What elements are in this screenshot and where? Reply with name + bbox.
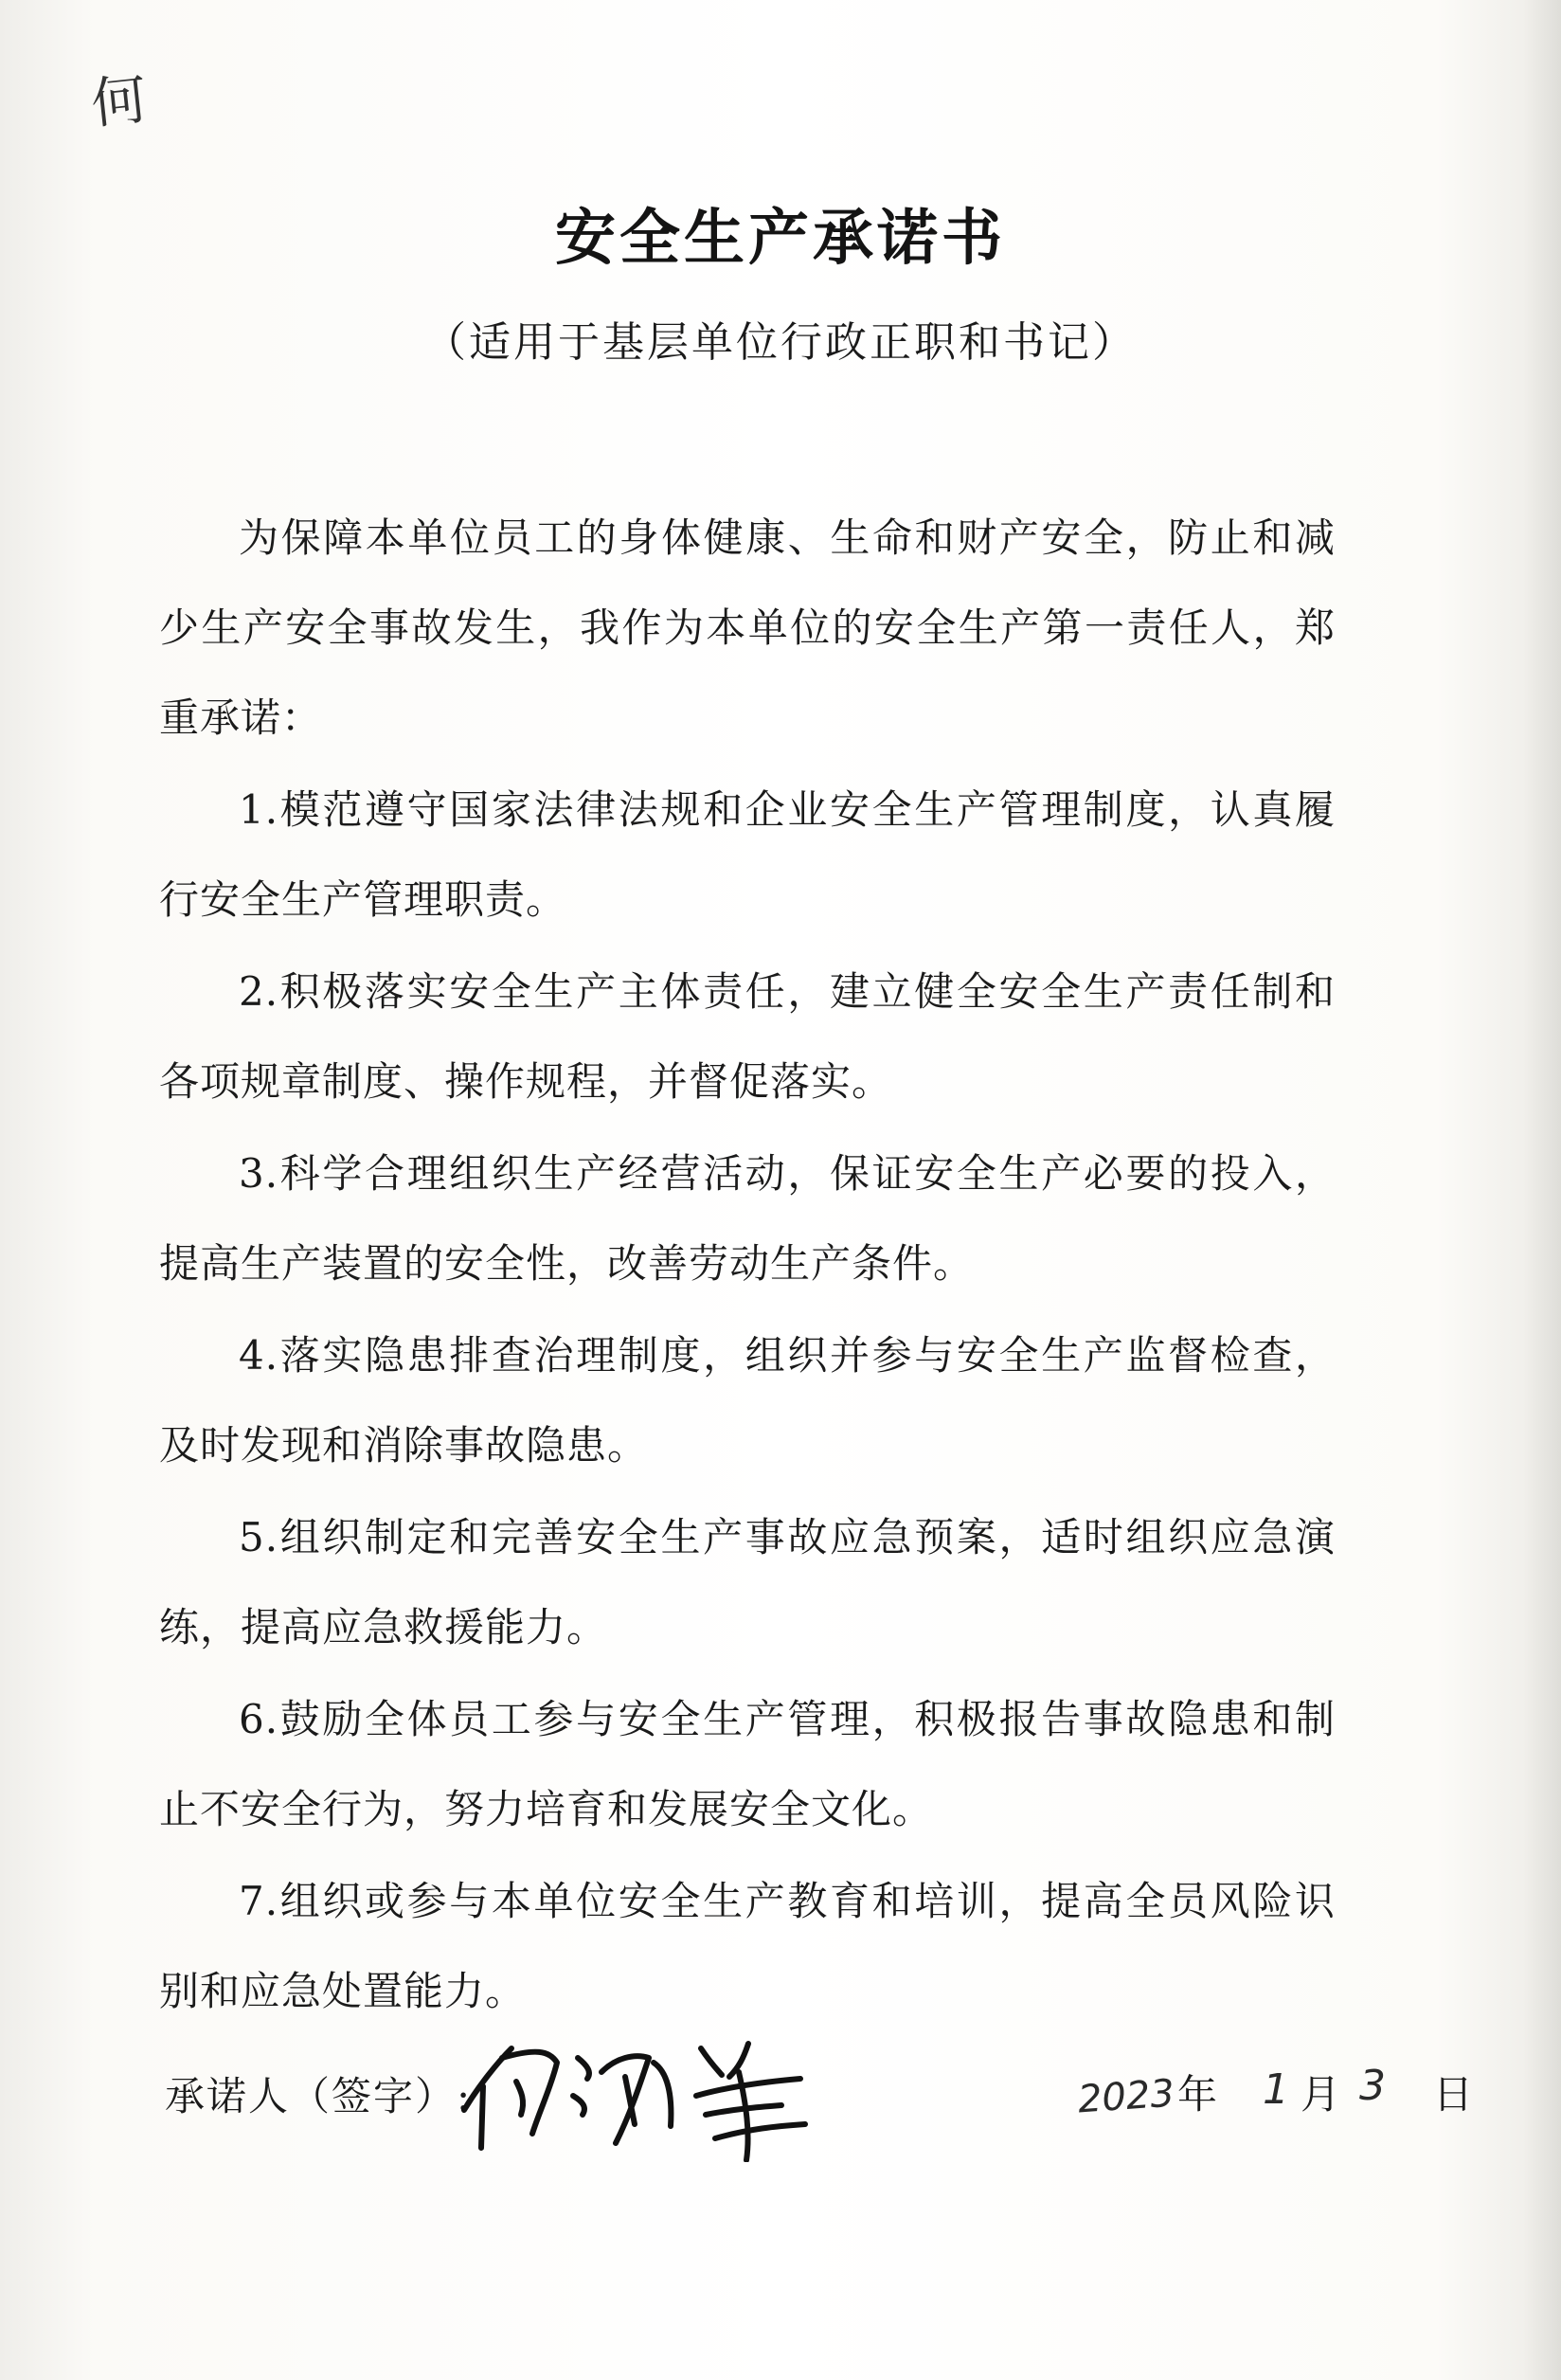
document-subtitle: （适用于基层单位行政正职和书记） [424, 318, 1137, 367]
commitment-item-1: 1.模范遵守国家法律法规和企业安全生产管理制度，认真履行安全生产管理职责。 [159, 786, 1336, 923]
handwritten-corner-mark: 何 [88, 66, 150, 136]
signature-row [159, 2037, 1474, 2151]
commitment-item-2: 2.积极落实安全生产主体责任，建立健全安全生产责任制和各项规章制度、操作规程，并督促落实。 [159, 968, 1336, 1105]
document-title: 安全生产承诺书 [555, 204, 1006, 274]
date-year-label: 年 [1177, 2071, 1218, 2118]
intro-paragraph: 为保障本单位员工的身体健康、生命和财产安全，防止和减少生产安全事故发生，我作为本单位的安全生产第一责任人，郑重承诺： [159, 514, 1336, 741]
commitment-item-3: 3.科学合理组织生产经营活动，保证安全生产必要的投入，提高生产装置的安全性，改善劳动生产条件。 [159, 1150, 1336, 1287]
date-month: 1 [1263, 2065, 1289, 2114]
handwritten-signature [445, 2020, 852, 2162]
date-day: 3 [1359, 2062, 1386, 2110]
date-year: 2023 [1076, 2071, 1176, 2122]
commitment-item-5: 5.组织制定和完善安全生产事故应急预案，适时组织应急演练，提高应急救援能力。 [159, 1514, 1336, 1650]
page-edge-shadow [1523, 0, 1561, 2380]
date-block [917, 2060, 1474, 2136]
document-body [159, 493, 1336, 2038]
commitment-item-6: 6.鼓励全体员工参与安全生产管理，积极报告事故隐患和制止不安全行为，努力培育和发展安全文化。 [159, 1696, 1336, 1832]
date-day-label: 日 [1433, 2071, 1474, 2118]
date-month-label: 月 [1301, 2071, 1341, 2118]
commitment-item-7: 7.组织或参与本单位安全生产教育和培训，提高全员风险识别和应急处置能力。 [159, 1878, 1336, 2014]
signature-label: 承诺人（签字）: [165, 2073, 473, 2119]
commitment-item-4: 4.落实隐患排查治理制度，组织并参与安全生产监督检查，及时发现和消除事故隐患。 [159, 1332, 1336, 1469]
